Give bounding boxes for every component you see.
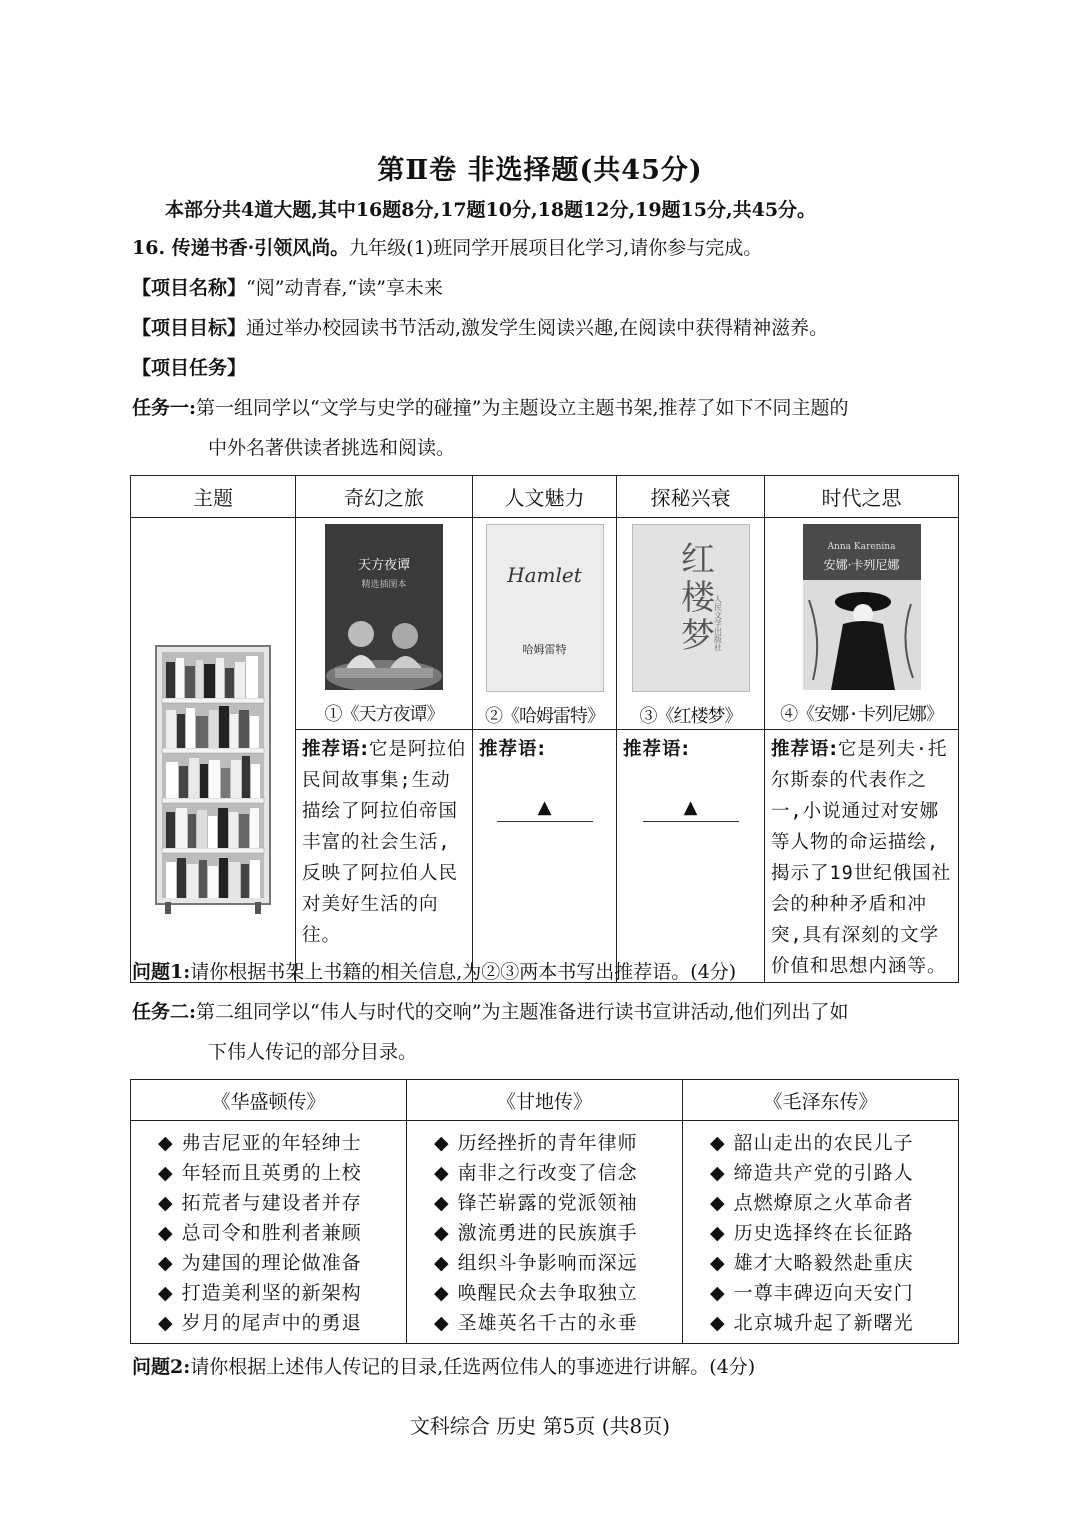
rec-1-label: 推荐语: (302, 739, 369, 760)
project-name-text: “阅”动青春,“读”享未来 (246, 277, 443, 299)
washington-contents (131, 1121, 407, 1344)
list-item: ◆ 一尊丰碑迈向天安门 (710, 1282, 914, 1304)
cover-arabian-nights (325, 524, 443, 690)
rec-2-label: 推荐语: (479, 739, 546, 760)
recommendation-3 (617, 730, 765, 983)
list-item: ◆ 组织斗争影响而深远 (434, 1252, 638, 1274)
cover-hamlet (486, 524, 604, 692)
book-cell-3 (617, 518, 765, 730)
book-cell-1 (296, 518, 473, 730)
header-fantasy: 奇幻之旅 (296, 476, 473, 518)
bookshelf-illustration (153, 644, 273, 916)
cover-2-title: Hamlet (507, 563, 582, 587)
cover-3-subtitle: 人民文学出版社 (713, 595, 723, 651)
question-1 (132, 960, 736, 984)
book-table-header (131, 476, 959, 518)
biography-table-header (131, 1080, 959, 1121)
cover-1-title: 天方夜谭 (357, 558, 410, 573)
list-item: ◆ 历经挫折的青年律师 (434, 1132, 638, 1154)
list-item: ◆ 点燃燎原之火革命者 (710, 1192, 914, 1214)
section-title: 第Ⅱ卷 非选择题(共45分) (377, 155, 703, 186)
book-cell-2 (473, 518, 617, 730)
task-1-text-1: 第一组同学以“文学与史学的碰撞”为主题设立主题书架,推荐了如下不同主题的 (196, 397, 849, 419)
project-name-label: 【项目名称】 (132, 277, 247, 299)
cover-2-subtitle: 哈姆雷特 (522, 643, 567, 656)
header-gandhi: 《甘地传》 (407, 1080, 683, 1121)
header-humanism: 人文魅力 (473, 476, 617, 518)
task-2-label: 任务二: (132, 1001, 197, 1023)
cover-4-title: 安娜·卡列尼娜 (823, 558, 900, 572)
project-goal (132, 316, 828, 340)
cover-dream-red-mansions (632, 524, 750, 692)
rec-1-text: 它是阿拉伯民间故事集;生动描绘了阿拉伯帝国丰富的社会生活,反映了阿拉伯人民对美好生活的向往。 (302, 739, 467, 946)
cover-1-subtitle: 精选插图本 (361, 580, 407, 590)
list-item: ◆ 锋芒崭露的党派领袖 (434, 1192, 638, 1214)
mao-contents (683, 1121, 959, 1344)
section-intro: 本部分共4道大题,其中16题8分,17题10分,18题12分,19题15分,共45分。 (165, 199, 817, 221)
list-item: ◆ 总司令和胜利者兼顾 (158, 1222, 362, 1244)
question-2-text: 请你根据上述伟人传记的目录,任选两位伟人的事迹进行讲解。(4分) (190, 1356, 756, 1378)
header-mao: 《毛泽东传》 (683, 1080, 959, 1121)
project-name (132, 276, 443, 300)
header-era: 时代之思 (765, 476, 959, 518)
list-item: ◆ 激流勇进的民族旗手 (434, 1222, 638, 1244)
project-task-label: 【项目任务】 (132, 357, 247, 379)
cover-4-subtitle: Anna Karenina (827, 542, 896, 552)
list-item: ◆ 弗吉尼亚的年轻绅士 (158, 1132, 362, 1154)
list-item: ◆ 南非之行改变了信念 (434, 1162, 638, 1184)
list-item: ◆ 雄才大略毅然赴重庆 (710, 1252, 914, 1274)
list-item: ◆ 韶山走出的农民儿子 (710, 1132, 914, 1154)
header-theme: 主题 (131, 476, 296, 518)
book-table (130, 475, 959, 983)
header-washington: 《华盛顿传》 (131, 1080, 407, 1121)
rec-4-text: 它是列夫·托尔斯泰的代表作之一,小说通过对安娜等人物的命运描绘,揭示了19世纪俄国社会的种种矛盾和冲突,具有深刻的文学价值和思想内涵等。 (771, 739, 952, 977)
header-rise-fall: 探秘兴衰 (617, 476, 765, 518)
question-16-text: 九年级(1)班同学开展项目化学习,请你参与完成。 (349, 237, 763, 259)
list-item: ◆ 北京城升起了新曙光 (710, 1312, 914, 1334)
cover-4-illustration (803, 580, 921, 690)
recommendation-2 (473, 730, 617, 983)
gandhi-contents (407, 1121, 683, 1344)
task-1-label: 任务一: (132, 397, 197, 419)
question-1-text: 请你根据书架上书籍的相关信息,为②③两本书写出推荐语。(4分) (190, 961, 737, 983)
caption-3: ③《红楼梦》 (639, 706, 742, 727)
bookshelf-cell (131, 518, 296, 983)
caption-2: ②《哈姆雷特》 (485, 706, 604, 727)
list-item: ◆ 缔造共产党的引路人 (710, 1162, 914, 1184)
caption-1: ①《天方夜谭》 (324, 704, 444, 725)
caption-4: ④《安娜·卡列尼娜》 (780, 704, 943, 725)
task-2-text-1: 第二组同学以“伟人与时代的交响”为主题准备进行读书宣讲活动,他们列出了如 (196, 1001, 849, 1023)
question-16-heading: 16. 传递书香·引领风尚。 (132, 237, 350, 259)
list-item: ◆ 为建国的理论做准备 (158, 1252, 362, 1274)
list-item: ◆ 历史选择终在长征路 (710, 1222, 914, 1244)
task-1-text-2: 中外名著供读者挑选和阅读。 (208, 437, 456, 459)
list-item: ◆ 年轻而且英勇的上校 (158, 1162, 362, 1184)
cover-3-title: 红楼梦 (674, 541, 715, 655)
cover-anna-karenina (803, 524, 921, 690)
project-goal-label: 【项目目标】 (132, 317, 247, 339)
rec-4-label: 推荐语: (771, 739, 838, 760)
task-2-text-2: 下伟人传记的部分目录。 (208, 1041, 418, 1063)
answer-blank-2[interactable]: ▲ (497, 795, 593, 822)
list-item: ◆ 拓荒者与建设者并存 (158, 1192, 362, 1214)
cover-1-illustration (325, 590, 443, 690)
list-item: ◆ 圣雄英名千古的永垂 (434, 1312, 638, 1334)
question-16-stem (132, 236, 762, 260)
answer-blank-3[interactable]: ▲ (643, 795, 739, 822)
list-item: ◆ 岁月的尾声中的勇退 (158, 1312, 362, 1334)
page-footer: 文科综合 历史 第5页 (共8页) (409, 1414, 671, 1438)
rec-3-label: 推荐语: (623, 739, 690, 760)
recommendation-4 (765, 730, 959, 983)
task-2 (132, 1000, 848, 1024)
list-item: ◆ 唤醒民众去争取独立 (434, 1282, 638, 1304)
project-goal-text: 通过举办校园读书节活动,激发学生阅读兴趣,在阅读中获得精神滋养。 (246, 317, 829, 339)
biography-table (130, 1079, 959, 1344)
task-1 (132, 396, 848, 420)
question-2-label: 问题2: (132, 1356, 191, 1378)
list-item: ◆ 打造美利坚的新架构 (158, 1282, 362, 1304)
recommendation-1 (296, 730, 473, 983)
question-1-label: 问题1: (132, 961, 191, 983)
question-2 (132, 1355, 755, 1379)
book-cell-4 (765, 518, 959, 730)
